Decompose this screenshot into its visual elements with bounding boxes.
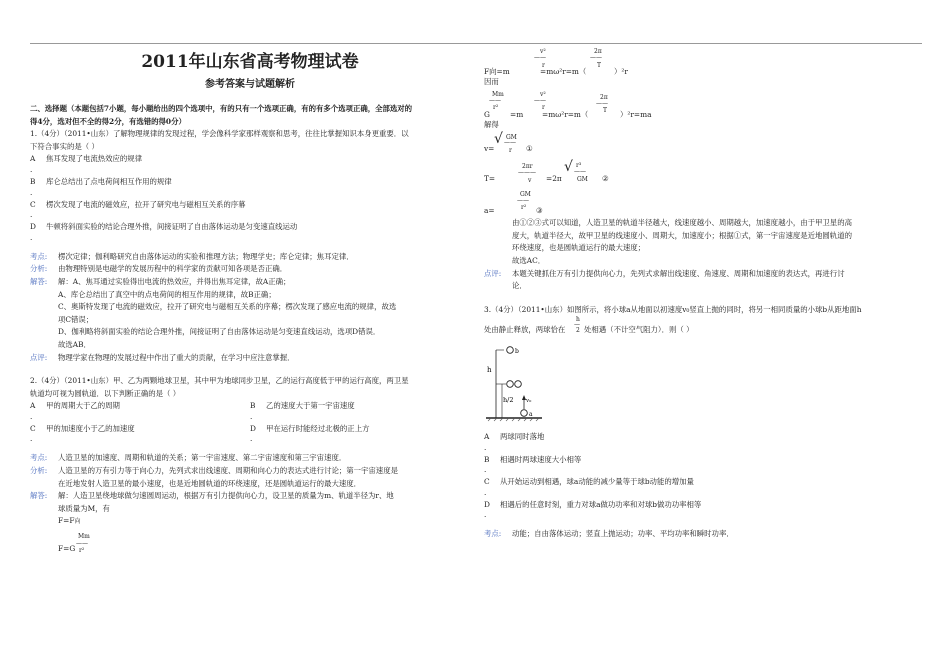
- ball-a-start: [521, 410, 528, 417]
- q1-jieda-line: A、库仑总结出了真空中的点电荷间的相互作用的规律，故B正确；: [58, 289, 276, 299]
- q2-jieda-line: 球质量为M，有: [58, 503, 110, 513]
- text-yinger: 因而: [484, 77, 499, 86]
- q1-stem-2: 下符合事实的是（ ）: [30, 141, 99, 151]
- q1-fenxi: 分析: 由物理特别是电磁学的发展历程中的科学家的贡献可知各项是否正确．: [30, 264, 288, 274]
- ball-b-meet: [507, 381, 514, 388]
- q2-dianping: 点评: 本题关键抓住万有引力提供向心力，先列式求解出线速度、角速度、周期和加速度的表达式，再进行讨: [484, 268, 845, 278]
- q1-jieda-line: C、奥斯特发现了电流的磁效应，拉开了研究电与磁相互关系的序幕；楞次发现了感应电流的规律，故选: [58, 302, 397, 312]
- q1-jieda: 解答: 解：A、焦耳通过实验得出电流的热效应，并得出焦耳定律，故A正确；: [30, 276, 291, 286]
- label-h2: h/2: [503, 396, 514, 405]
- conclusion-line: 度大，轨道半径大，故甲卫星的线速度小、周期大，加速度小；根据①式，第一宇宙速度是近地圆轨道的: [512, 230, 852, 240]
- q1-dianping: 点评: 物理学家在物理的发展过程中作出了重大的贡献，在学习中应注意掌握．: [30, 352, 295, 362]
- label-a: a: [529, 411, 533, 419]
- q2-fenxi: 分析: 人造卫星的万有引力等于向心力，先列式求出线速度、周期和向心力的表达式进行讨论；第一宇宙速度是: [30, 466, 398, 476]
- page-subtitle: 参考答案与试题解析: [205, 79, 295, 90]
- left-column: 2011年山东省高考物理试卷 参考答案与试题解析 二、选择题（本题包括7小题，每小题给出的四个选项中，有的只有一个选项正确，有的有多个选项正确，全部选对的 得4分，选对但不全的得2分，有选错的得0分） 1.（4分）（2011•山东）了解物理规律的发现过程，学会像科学家那样观察和思考，往往比掌握知识本身更重要．以 下符合事实的是（ ） A 焦耳发现了电流热效应的规律 . B 库仑总结出了点电荷间相互作用的规律 . C 楞次发现了电流的磁效应，拉开了研究电与磁相互关系的序幕 . D 牛顿将斜面实验的结论合理外推，间接证明了自由落体运动是匀变速直线运动 . 考点: 楞次定律；伽利略研究自由落体运动的实验和推理方法；物理学史；库仑定律；焦耳定律． 分析: 由物理特别是电磁学的发展历程中的科学家的贡献可知各项是否正确． 解答: 解：A、焦耳通过实验得出电流的热效应，并得出焦耳定律，故A正确； A、库仑总结出了真空中的点电荷间的相互作用的规律，故B正确； C、奥斯特发现了电流的磁效应，拉开了研究电与磁相互关系的序幕；楞次发现了感应电流的规律，故选 项C错误； D、伽利略将斜面实验的结论合理外推，间接证明了自由落体运动是匀变速直线运动，选项D错误． 故选AB． 点评: 物理学家在物理的发展过程中作出了重大的贡献，在学习中应注意掌握． 2.（4分）（2011•山东）甲、乙为两颗地球卫星，其中甲为地球同步卫星，乙的运行高度低于甲的运行高度，两卫星 轨道均可视为圆轨道．以下判断正确的是（ ） A 甲的周期大于乙的周期 . B 乙的速度大于第一宇宙速度 . C 甲的加速度小于乙的加速度 . D 甲在运行时能经过北极的正上方 . 考点: 人造卫星的加速度、周期和轨道的关系；第一宇宙速度、第二宇宙速度和第三宇宙速度． 分析: 人造卫星的万有引力等于向心力，先列式求出线速度、周期和向心力的表达式进行讨论；第一宇宙速度是 在近地发射人造卫星的最小速度，也是近地圆轨道的环绕速度，还是圆轨道运行的最大速度． 解答: 解：人造卫星绕地球做匀速圆周运动，根据万有引力提供向心力，设卫星的质量为m、轨道半径为r、地 球质量为M，有 F=F向 F=G Mm —— r²: [30, 50, 470, 555]
- q3-option-a: A 两球同时落地: [484, 431, 545, 441]
- eq-acceleration: GM —— r² a= ③: [484, 191, 543, 216]
- conclusion-line: 故选AC．: [512, 255, 546, 265]
- label-h: h: [487, 366, 492, 375]
- text-jiede: 解得: [484, 119, 499, 129]
- section-heading-2: 得4分，选对但不全的得2分，有选错的得0分）: [30, 116, 186, 126]
- q2-eq2: F=G Mm —— r²: [58, 533, 90, 555]
- q1-option-b: B 库仑总结出了点电荷间相互作用的规律: [30, 176, 172, 186]
- q3-stem: 3.（4分）（2011•山东）如图所示，将小球a从地面以初速度v₀竖直上抛的同时，将另一相同质量的小球b从距地面h: [484, 304, 862, 314]
- q1-stem: 1.（4分）（2011•山东）了解物理规律的发现过程，学会像科学家那样观察和思考，往往比掌握知识本身更重要．以: [30, 129, 409, 139]
- q2-stem: 2.（4分）（2011•山东）甲、乙为两颗地球卫星，其中甲为地球同步卫星，乙的运行高度低于甲的运行高度，两卫星: [30, 376, 409, 386]
- q2-eq1: F=F向: [58, 516, 81, 526]
- label-b: b: [515, 348, 519, 356]
- q1-jieda-line: 项C错误；: [58, 314, 94, 324]
- q2-option-a: A 甲的周期大于乙的周期: [30, 401, 120, 411]
- q1-option-c: C 楞次发现了电流的磁效应，拉开了研究电与磁相互关系的序幕: [30, 199, 246, 209]
- header-rule: [30, 43, 922, 44]
- q2-stem-2: 轨道均可视为圆轨道．以下判断正确的是（ ）: [30, 388, 181, 398]
- page-title: 2011年山东省高考物理试卷: [141, 52, 359, 72]
- ball-b-start: [507, 347, 514, 354]
- q1-jieda-line: D、伽利略将斜面实验的结论合理外推，间接证明了自由落体运动是匀变速直线运动，选项D错误．: [58, 327, 381, 337]
- q3-option-c: C 从开始运动到相遇，球a动能的减少量等于球b动能的增加量: [484, 477, 694, 487]
- q2-dianping-line: 论．: [512, 281, 527, 291]
- section-heading: 二、选择题（本题包括7小题，每小题给出的四个选项中，有的只有一个选项正确，有的有多个选项正确，全部选对的: [30, 104, 413, 113]
- q2-fenxi-line: 在近地发射人造卫星的最小速度，也是近地圆轨道的环绕速度，还是圆轨道运行的最大速度．: [58, 478, 362, 488]
- eq-gravity: Mm —— r² v² —— r 2π —— T G =m =mω²r=m（ ）²r=ma: [484, 90, 652, 119]
- ball-a-meet: [515, 381, 522, 388]
- q2-jieda: 解答: 解：人造卫星绕地球做匀速圆周运动，根据万有引力提供向心力，设卫星的质量为m、轨道半径为r、地: [30, 491, 394, 501]
- q1-kaodian: 考点: 楞次定律；伽利略研究自由落体运动的实验和推理方法；物理学史；库仑定律；焦耳定律．: [30, 251, 354, 261]
- q2-option-d: D 甲在运行时能经过北极的正上方: [250, 423, 370, 433]
- q2-option-c: C 甲的加速度小于乙的加速度: [30, 423, 135, 433]
- label-v0: v₀: [526, 398, 532, 405]
- q3-figure: [484, 340, 924, 427]
- right-column: v² —— r 2π —— T F向=m =mω²r=m（ ）²r 因而 Mm —— r² v² —— r 2π —— T G =m =mω²r=m（ ）²r=ma 解得 v= √ GM —— r ① 2πr ——— v T= =2π √ r³ —— GM ② GM —— r² a= ③ 由①②③式可以知道，人造卫星的轨道半径越大，线速度越小、周期越大，加速度越小，由于甲卫星的高 度大，轨道半径大，故甲卫星的线速度小、周期大，加速度小；根据①式，第一宇宙速度是近地圆轨道的 环绕速度，也是圆轨道运行的最大速度； 故选AC． 点评: 本题关键抓住万有引力提供向心力，先列式求解出线速度、角速度、周期和加速度的表达式，再进行讨 论． 3.（4分）（2011•山东）如图所示，将小球a从地面以初速度v₀竖直上抛的同时，将另一相同质量的小球b从距地面h h — 2 处由静止释放，两球恰在 处相遇（不计空气阻力）．则（ ） h h/2 b a v₀ A 两球同时落地 . B 相遇时两球速度大小相等 . C 从开始运动到相遇，球a动能的减少量等于球b动能的增加量 . D 相遇后的任意时刻，重力对球a做功功率和对球b做功功率相等 . 考点: 动能；自由落体运动；竖直上抛运动；功率、平均功率和瞬时功率．: [484, 50, 924, 541]
- q3-kaodian: 考点: 动能；自由落体运动；竖直上抛运动；功率、平均功率和瞬时功率．: [484, 529, 734, 539]
- conclusion-line: 环绕速度，也是圆轨道运行的最大速度；: [512, 243, 646, 253]
- eq-period: 2πr ——— v T= =2π √ r³ —— GM ②: [484, 159, 609, 185]
- q1-option-d: D 牛顿将斜面实验的结论合理外推，间接证明了自由落体运动是匀变速直线运动: [30, 222, 298, 232]
- eq-velocity: v= √ GM —— r ①: [484, 131, 533, 155]
- conclusion-line: 由①②③式可以知道，人造卫星的轨道半径越大，线速度越小、周期越大，加速度越小，由于甲卫星的高: [512, 218, 852, 228]
- q3-option-d: D 相遇后的任意时刻，重力对球a做功功率和对球b做功功率相等: [484, 499, 702, 509]
- q3-diagram: [484, 340, 556, 422]
- q2-option-b: B 乙的速度大于第一宇宙速度: [250, 401, 355, 411]
- q2-kaodian: 考点: 人造卫星的加速度、周期和轨道的关系；第一宇宙速度、第二宇宙速度和第三宇宙速度．: [30, 453, 347, 463]
- q3-option-b: B 相遇时两球速度大小相等: [484, 454, 582, 464]
- eq-centripetal: v² —— r 2π —— T F向=m =mω²r=m（ ）²r: [484, 48, 628, 76]
- q1-jieda-line: 故选AB．: [58, 339, 91, 349]
- q1-option-a: A 焦耳发现了电流热效应的规律: [30, 154, 143, 164]
- q3-stem-2: h — 2 处由静止释放，两球恰在 处相遇（不计空气阻力）．则（ ）: [484, 316, 694, 335]
